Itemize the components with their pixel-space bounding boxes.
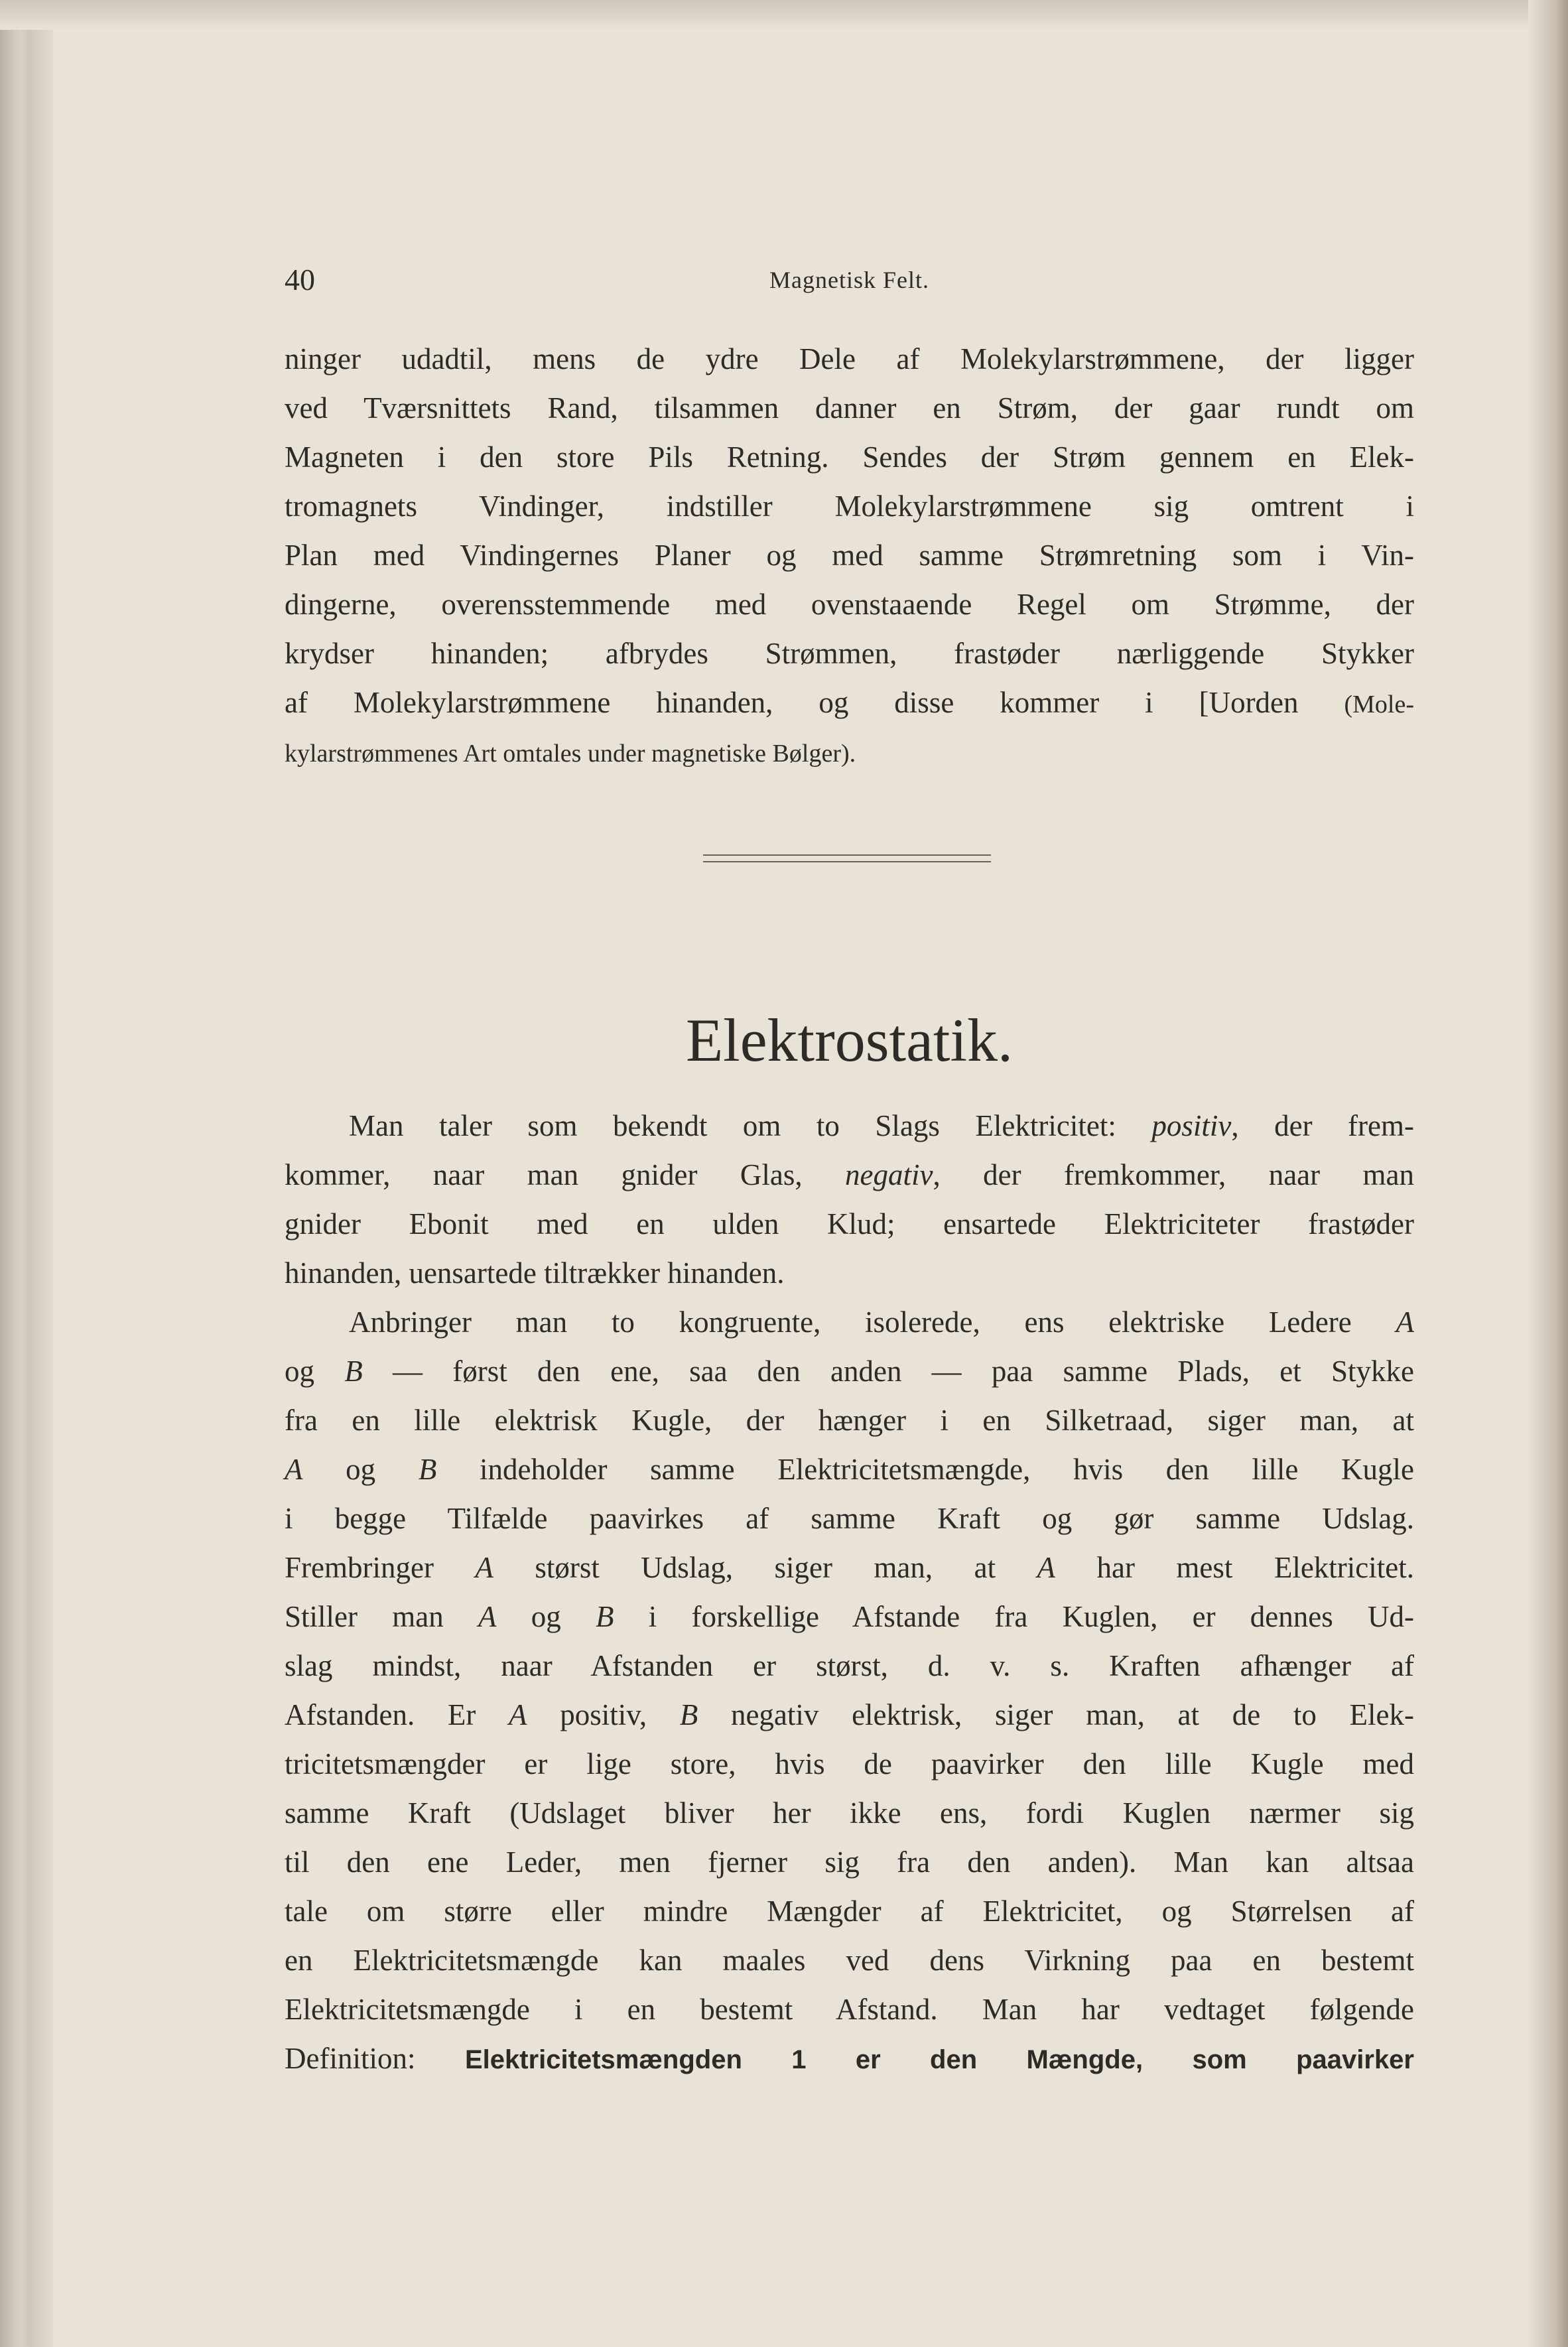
page-number: 40	[285, 263, 315, 297]
text-segment: Definition:	[285, 2042, 465, 2075]
text-segment: Magneten i den store Pils Retning. Sendes der Strøm gennem en Elek-	[285, 440, 1414, 474]
text-line	[285, 1788, 1414, 1838]
page-top-edge	[0, 0, 1568, 30]
text-line	[285, 1641, 1414, 1690]
bold-text: Elektricitetsmængden 1 er den Mængde, som paavirker	[464, 2045, 1414, 2074]
paragraph-continued	[285, 334, 1414, 776]
text-segment: Elektricitetsmængde i en bestemt Afstand. Man har vedtaget følgende	[285, 1993, 1414, 2026]
text-segment: Stiller man	[285, 1600, 478, 1633]
italic-text: positiv	[1151, 1109, 1232, 1142]
text-segment: til den ene Leder, men fjerner sig fra den anden). Man kan altsaa	[285, 1845, 1414, 1879]
text-line	[285, 1199, 1414, 1248]
text-segment: gnider Ebonit med en ulden Klud; ensartede Elektriciteter frastøder	[285, 1207, 1414, 1241]
italic-text: negativ	[845, 1158, 933, 1191]
italic-text: A	[475, 1551, 493, 1584]
text-segment: tromagnets Vindinger, indstiller Molekylarstrømmene sig omtrent i	[285, 490, 1414, 523]
page-right-edge	[1528, 0, 1568, 2347]
text-line	[285, 334, 1414, 383]
text-segment: Frembringer	[285, 1551, 476, 1584]
text-segment: ninger udadtil, mens de ydre Dele af Molekylarstrømmene, der ligger	[285, 342, 1414, 375]
text-line	[285, 629, 1414, 678]
text-segment: kylarstrømmenes Art omtales under magnetiske Bølger).	[285, 740, 856, 768]
italic-text: A	[509, 1698, 527, 1731]
text-line	[285, 1248, 1414, 1298]
text-segment: slag mindst, naar Afstanden er størst, d. v. s. Kraften afhænger af	[285, 1649, 1414, 1682]
italic-text: B	[418, 1453, 437, 1486]
text-segment: samme Kraft (Udslaget bliver her ikke ens, fordi Kuglen nærmer sig	[285, 1796, 1414, 1830]
text-line	[285, 678, 1414, 727]
text-segment: negativ elektrisk, siger man, at de to Elek-	[698, 1698, 1414, 1731]
text-segment: , der fremkommer, naar man	[933, 1158, 1415, 1191]
text-line	[285, 1887, 1414, 1936]
text-segment: Plan med Vindingernes Planer og med samme Strømretning som i Vin-	[285, 539, 1414, 572]
text-line	[285, 1494, 1414, 1543]
text-segment: positiv,	[527, 1698, 680, 1731]
text-segment: kommer, naar man gnider Glas,	[285, 1158, 845, 1191]
text-segment: størst Udslag, siger man, at	[493, 1551, 1037, 1584]
text-segment: krydser hinanden; afbrydes Strømmen, frastøder nærliggende Stykker	[285, 637, 1414, 670]
text-line	[285, 482, 1414, 531]
text-line	[285, 1690, 1414, 1739]
text-segment: af Molekylarstrømmene hinanden, og disse kommer i [Uorden	[285, 686, 1344, 719]
running-title: Magnetisk Felt.	[769, 267, 929, 293]
text-segment: Anbringer man to kongruente, isolerede, ens elektriske Ledere	[349, 1306, 1396, 1339]
italic-text: A	[1037, 1551, 1056, 1584]
text-segment: og	[302, 1453, 419, 1486]
text-segment: og	[285, 1355, 345, 1388]
text-segment: fra en lille elektrisk Kugle, der hænger i en Silketraad, siger man, at	[285, 1404, 1414, 1437]
text-line	[285, 383, 1414, 433]
text-segment: har mest Elektricitet.	[1055, 1551, 1414, 1584]
text-line	[285, 1347, 1414, 1396]
text-segment: Afstanden. Er	[285, 1698, 509, 1731]
book-binding-edge	[0, 0, 53, 2347]
text-line	[285, 1101, 1414, 1150]
text-segment: i begge Tilfælde paavirkes af samme Kraft og gør samme Udslag.	[285, 1502, 1414, 1535]
text-line	[285, 1150, 1414, 1199]
text-segment: , der frem-	[1231, 1109, 1414, 1142]
text-segment: — først den ene, saa den anden — paa samme Plads, et Stykke	[362, 1355, 1415, 1388]
text-line	[285, 433, 1414, 482]
italic-text: B	[596, 1600, 614, 1633]
text-line	[285, 727, 1414, 776]
text-segment: i forskellige Afstande fra Kuglen, er dennes Ud-	[614, 1600, 1414, 1633]
italic-text: A	[285, 1453, 303, 1486]
text-segment: (Mole-	[1344, 691, 1414, 718]
text-line	[285, 1396, 1414, 1445]
text-line	[285, 531, 1414, 580]
text-line	[285, 2034, 1414, 2083]
text-line	[285, 1838, 1414, 1887]
text-segment: og	[496, 1600, 596, 1633]
text-segment: dingerne, overensstemmende med ovenstaaende Regel om Strømme, der	[285, 588, 1414, 621]
text-line	[285, 1592, 1414, 1641]
text-line	[285, 1445, 1414, 1494]
text-segment: indeholder samme Elektricitetsmængde, hvis den lille Kugle	[436, 1453, 1415, 1486]
text-segment: ved Tværsnittets Rand, tilsammen danner en Strøm, der gaar rundt om	[285, 391, 1414, 425]
text-segment: Man taler som bekendt om to Slags Elektricitet:	[349, 1109, 1152, 1142]
text-line	[285, 1739, 1414, 1788]
italic-text: A	[1396, 1306, 1414, 1339]
text-line	[285, 1543, 1414, 1592]
italic-text: B	[679, 1698, 698, 1731]
text-segment: hinanden, uensartede tiltrækker hinanden.	[285, 1256, 785, 1290]
section-heading: Elektrostatik.	[685, 1006, 1013, 1074]
text-line	[285, 580, 1414, 629]
text-line	[285, 1298, 1414, 1347]
italic-text: A	[478, 1600, 497, 1633]
section-divider	[703, 854, 991, 862]
text-segment: tricitetsmængder er lige store, hvis de paavirker den lille Kugle med	[285, 1747, 1414, 1780]
page-header	[285, 262, 1414, 302]
italic-text: B	[344, 1355, 363, 1388]
text-segment: en Elektricitetsmængde kan maales ved dens Virkning paa en bestemt	[285, 1944, 1414, 1977]
text-line	[285, 1985, 1414, 2034]
text-line	[285, 1936, 1414, 1985]
section-body	[285, 1101, 1414, 2083]
text-segment: tale om større eller mindre Mængder af Elektricitet, og Størrelsen af	[285, 1895, 1414, 1928]
